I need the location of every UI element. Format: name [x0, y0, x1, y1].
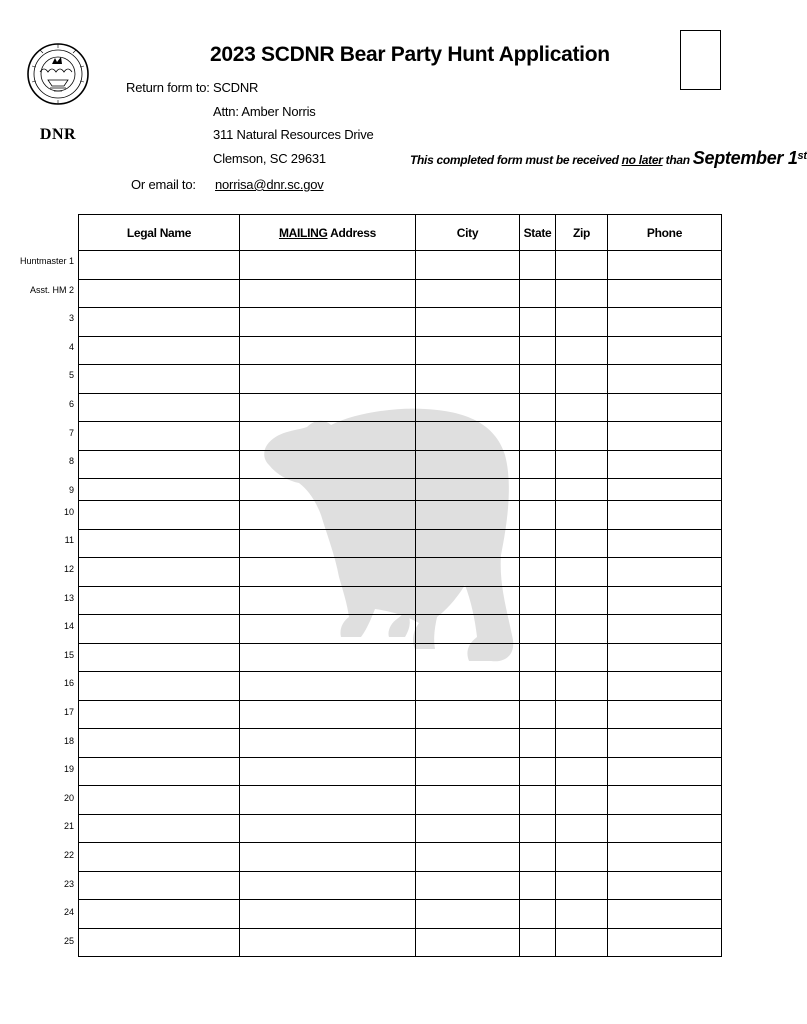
address-cell[interactable] — [240, 251, 416, 280]
table-row — [79, 814, 722, 843]
state-cell[interactable] — [520, 422, 556, 451]
city-cell[interactable] — [416, 643, 520, 672]
row-label: 16 — [63, 678, 74, 689]
phone-cell[interactable] — [608, 871, 722, 900]
state-cell[interactable] — [520, 558, 556, 587]
name-cell[interactable] — [79, 251, 240, 280]
address-cell[interactable] — [240, 786, 416, 815]
zip-cell[interactable] — [556, 843, 608, 872]
name-cell[interactable] — [79, 814, 240, 843]
address-cell[interactable] — [240, 814, 416, 843]
table-row — [79, 843, 722, 872]
city-cell[interactable] — [416, 814, 520, 843]
zip-cell[interactable] — [556, 757, 608, 786]
party-members-table — [78, 214, 722, 957]
name-cell[interactable] — [79, 843, 240, 872]
row-label: 3 — [68, 313, 74, 324]
address-cell[interactable] — [240, 615, 416, 644]
scdnr-seal — [26, 30, 90, 143]
name-cell[interactable] — [79, 450, 240, 479]
name-cell[interactable] — [79, 308, 240, 337]
phone-cell[interactable] — [608, 814, 722, 843]
state-cell[interactable] — [520, 479, 556, 501]
zip-cell[interactable] — [556, 786, 608, 815]
address-line: SCDNR — [213, 80, 259, 95]
city-cell[interactable] — [416, 729, 520, 758]
name-cell[interactable] — [79, 586, 240, 615]
city-cell[interactable] — [416, 843, 520, 872]
table-row — [79, 450, 722, 479]
phone-cell[interactable] — [608, 700, 722, 729]
page-title: 2023 SCDNR Bear Party Hunt Application — [210, 43, 610, 66]
phone-cell[interactable] — [608, 672, 722, 701]
address-cell[interactable] — [240, 422, 416, 451]
city-cell[interactable] — [416, 786, 520, 815]
address-line: 311 Natural Resources Drive — [213, 127, 374, 142]
table-row — [79, 928, 722, 957]
zip-cell[interactable] — [556, 365, 608, 394]
col-zip: Zip — [556, 215, 608, 251]
table-header-row — [79, 215, 722, 251]
zip-cell[interactable] — [556, 615, 608, 644]
phone-cell[interactable] — [608, 336, 722, 365]
phone-cell[interactable] — [608, 479, 722, 501]
row-label: 17 — [63, 707, 74, 717]
address-cell[interactable] — [240, 558, 416, 587]
name-cell[interactable] — [79, 393, 240, 422]
address-cell[interactable] — [240, 843, 416, 872]
deadline-emphasis: no later — [621, 153, 663, 167]
address-cell[interactable] — [240, 450, 416, 479]
row-label: Huntmaster 1 — [19, 256, 74, 266]
zip-cell[interactable] — [556, 586, 608, 615]
phone-cell[interactable] — [608, 279, 722, 308]
address-cell[interactable] — [240, 729, 416, 758]
col-state: State — [520, 215, 556, 251]
name-cell[interactable] — [79, 757, 240, 786]
return-label: Return form to: — [126, 80, 210, 95]
address-cell[interactable] — [240, 928, 416, 957]
address-cell[interactable] — [240, 365, 416, 394]
city-cell[interactable] — [416, 928, 520, 957]
city-cell[interactable] — [416, 251, 520, 280]
city-cell[interactable] — [416, 586, 520, 615]
state-cell[interactable] — [520, 450, 556, 479]
address-cell[interactable] — [240, 700, 416, 729]
name-cell[interactable] — [79, 365, 240, 394]
city-cell[interactable] — [416, 501, 520, 530]
state-cell[interactable] — [520, 643, 556, 672]
state-cell[interactable] — [520, 586, 556, 615]
table-row — [79, 900, 722, 929]
zip-cell[interactable] — [556, 251, 608, 280]
office-use-box[interactable] — [680, 30, 721, 90]
table-row — [79, 393, 722, 422]
phone-cell[interactable] — [608, 757, 722, 786]
zip-cell[interactable] — [556, 814, 608, 843]
col-legal-name: Legal Name — [79, 215, 240, 251]
table-row — [79, 479, 722, 501]
address-cell[interactable] — [240, 279, 416, 308]
row-label: 6 — [68, 399, 74, 409]
state-cell[interactable] — [520, 672, 556, 701]
table-row — [79, 672, 722, 701]
name-cell[interactable] — [79, 700, 240, 729]
address-cell[interactable] — [240, 308, 416, 337]
state-cell[interactable] — [520, 900, 556, 929]
row-label: 10 — [63, 506, 74, 517]
phone-cell[interactable] — [608, 928, 722, 957]
name-cell[interactable] — [79, 558, 240, 587]
city-cell[interactable] — [416, 336, 520, 365]
name-cell[interactable] — [79, 786, 240, 815]
phone-cell[interactable] — [608, 900, 722, 929]
state-cell[interactable] — [520, 814, 556, 843]
name-cell[interactable] — [79, 336, 240, 365]
phone-cell[interactable] — [608, 308, 722, 337]
row-label: 18 — [63, 735, 74, 746]
row-label: 21 — [63, 821, 74, 832]
row-label: 22 — [63, 850, 74, 860]
name-cell[interactable] — [79, 529, 240, 558]
table-row — [79, 700, 722, 729]
city-cell[interactable] — [416, 672, 520, 701]
city-cell[interactable] — [416, 450, 520, 479]
row-label: 15 — [63, 649, 74, 660]
zip-cell[interactable] — [556, 928, 608, 957]
name-cell[interactable] — [79, 279, 240, 308]
table-row — [79, 615, 722, 644]
row-label: 14 — [63, 621, 74, 632]
address-cell[interactable] — [240, 529, 416, 558]
city-cell[interactable] — [416, 615, 520, 644]
name-cell[interactable] — [79, 928, 240, 957]
zip-cell[interactable] — [556, 450, 608, 479]
state-cell[interactable] — [520, 871, 556, 900]
table-row — [79, 365, 722, 394]
zip-cell[interactable] — [556, 672, 608, 701]
row-label: 13 — [63, 592, 74, 603]
name-cell[interactable] — [79, 501, 240, 530]
phone-cell[interactable] — [608, 843, 722, 872]
name-cell[interactable] — [79, 643, 240, 672]
zip-cell[interactable] — [556, 308, 608, 337]
table-row — [79, 422, 722, 451]
table-row — [79, 729, 722, 758]
zip-cell[interactable] — [556, 729, 608, 758]
row-label: Asst. HM 2 — [29, 284, 74, 295]
col-mailing-address: MAILING Address — [240, 215, 416, 251]
state-cell[interactable] — [520, 757, 556, 786]
state-cell[interactable] — [520, 365, 556, 394]
name-cell[interactable] — [79, 729, 240, 758]
phone-cell[interactable] — [608, 529, 722, 558]
zip-cell[interactable] — [556, 643, 608, 672]
address-cell[interactable] — [240, 672, 416, 701]
state-cell[interactable] — [520, 501, 556, 530]
row-label: 7 — [68, 427, 74, 438]
state-cell[interactable] — [520, 843, 556, 872]
phone-cell[interactable] — [608, 422, 722, 451]
zip-cell[interactable] — [556, 422, 608, 451]
city-cell[interactable] — [416, 757, 520, 786]
zip-cell[interactable] — [556, 279, 608, 308]
deadline-notice — [410, 148, 807, 169]
phone-cell[interactable] — [608, 786, 722, 815]
zip-cell[interactable] — [556, 700, 608, 729]
name-cell[interactable] — [79, 672, 240, 701]
zip-cell[interactable] — [556, 336, 608, 365]
email-label: Or email to: — [131, 177, 196, 192]
city-cell[interactable] — [416, 529, 520, 558]
city-cell[interactable] — [416, 279, 520, 308]
name-cell[interactable] — [79, 871, 240, 900]
address-cell[interactable] — [240, 393, 416, 422]
phone-cell[interactable] — [608, 365, 722, 394]
row-label: 19 — [63, 764, 74, 775]
phone-cell[interactable] — [608, 729, 722, 758]
city-cell[interactable] — [416, 700, 520, 729]
state-cell[interactable] — [520, 393, 556, 422]
name-cell[interactable] — [79, 900, 240, 929]
state-cell[interactable] — [520, 700, 556, 729]
table-row — [79, 786, 722, 815]
row-label: 5 — [68, 370, 74, 381]
phone-cell[interactable] — [608, 393, 722, 422]
table-row — [79, 558, 722, 587]
phone-cell[interactable] — [608, 586, 722, 615]
deadline-suffix: st — [797, 150, 807, 162]
zip-cell[interactable] — [556, 529, 608, 558]
city-cell[interactable] — [416, 365, 520, 394]
zip-cell[interactable] — [556, 479, 608, 501]
row-label: 4 — [68, 341, 74, 352]
email-link[interactable]: norrisa@dnr.sc.gov — [215, 177, 324, 192]
zip-cell[interactable] — [556, 501, 608, 530]
deadline-middle: than — [662, 153, 693, 167]
zip-cell[interactable] — [556, 393, 608, 422]
row-label: 25 — [63, 935, 74, 946]
state-cell[interactable] — [520, 729, 556, 758]
phone-cell[interactable] — [608, 643, 722, 672]
address-cell[interactable] — [240, 871, 416, 900]
table-row — [79, 308, 722, 337]
table-row — [79, 757, 722, 786]
zip-cell[interactable] — [556, 900, 608, 929]
state-cell[interactable] — [520, 928, 556, 957]
table-row — [79, 586, 722, 615]
scdnr-seal-icon — [26, 30, 90, 124]
address-cell[interactable] — [240, 643, 416, 672]
deadline-date: September 1 — [692, 148, 798, 168]
name-cell[interactable] — [79, 479, 240, 501]
phone-cell[interactable] — [608, 558, 722, 587]
row-label: 24 — [63, 907, 74, 918]
name-cell[interactable] — [79, 422, 240, 451]
city-cell[interactable] — [416, 900, 520, 929]
row-label: 23 — [63, 878, 74, 889]
row-label: 11 — [64, 535, 74, 546]
row-label: 8 — [68, 456, 74, 467]
table-row — [79, 251, 722, 280]
phone-cell[interactable] — [608, 450, 722, 479]
table-row — [79, 501, 722, 530]
address-cell[interactable] — [240, 479, 416, 501]
col-phone: Phone — [608, 215, 722, 251]
state-cell[interactable] — [520, 786, 556, 815]
table-row — [79, 871, 722, 900]
state-cell[interactable] — [520, 615, 556, 644]
city-cell[interactable] — [416, 479, 520, 501]
row-label: 12 — [63, 564, 74, 574]
state-cell[interactable] — [520, 251, 556, 280]
address-cell[interactable] — [240, 757, 416, 786]
city-cell[interactable] — [416, 393, 520, 422]
zip-cell[interactable] — [556, 871, 608, 900]
address-cell[interactable] — [240, 336, 416, 365]
table-row — [79, 279, 722, 308]
row-label: 20 — [63, 792, 74, 803]
table-row — [79, 336, 722, 365]
phone-cell[interactable] — [608, 615, 722, 644]
address-line: Clemson, SC 29631 — [213, 151, 326, 166]
table-row — [79, 529, 722, 558]
phone-cell[interactable] — [608, 501, 722, 530]
row-label: 9 — [68, 484, 74, 495]
zip-cell[interactable] — [556, 558, 608, 587]
table-row — [79, 643, 722, 672]
state-cell[interactable] — [520, 529, 556, 558]
city-cell[interactable] — [416, 422, 520, 451]
phone-cell[interactable] — [608, 251, 722, 280]
city-cell[interactable] — [416, 558, 520, 587]
state-cell[interactable] — [520, 279, 556, 308]
address-line: Attn: Amber Norris — [213, 104, 316, 119]
seal-wordmark: DNR — [39, 126, 77, 143]
city-cell[interactable] — [416, 308, 520, 337]
address-cell[interactable] — [240, 501, 416, 530]
address-cell[interactable] — [240, 900, 416, 929]
col-city: City — [416, 215, 520, 251]
state-cell[interactable] — [520, 308, 556, 337]
name-cell[interactable] — [79, 615, 240, 644]
deadline-prefix: This completed form must be received — [410, 153, 622, 167]
city-cell[interactable] — [416, 871, 520, 900]
state-cell[interactable] — [520, 336, 556, 365]
address-cell[interactable] — [240, 586, 416, 615]
